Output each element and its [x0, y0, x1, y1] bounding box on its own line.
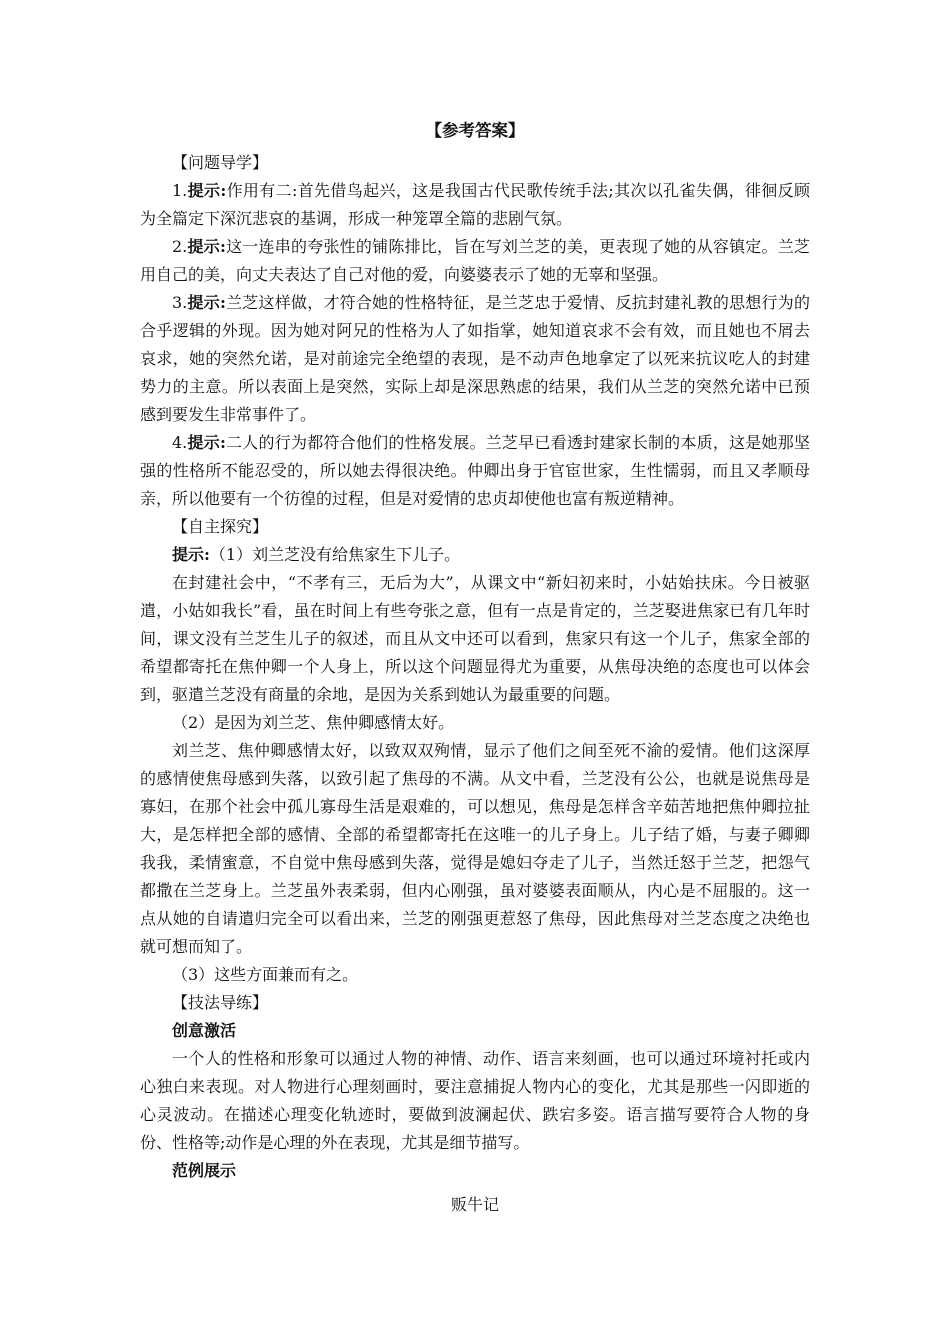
guide-item-4 — [140, 429, 810, 513]
document-content — [140, 117, 810, 1219]
item-text: 二人的行为都符合他们的性格发展。兰芝早已看透封建家长制的本质，这是她那坚强的性格所不能忍受的，所以她去得很决绝。仲卿出身于官宦世家，生性懦弱，而且又孝顺母亲，所以他要有一个彷徨的过程，但是对爱情的忠贞却使他也富有叛逆精神。 — [140, 433, 810, 508]
section-heading-inquiry: 【自主探究】 — [172, 517, 269, 536]
technique-paragraph: 一个人的性格和形象可以通过人物的神情、动作、语言来刻画，也可以通过环境衬托或内心独白来表现。对人物进行心理刻画时，要注意捕捉人物内心的变化，尤其是那些一闪即逝的心灵波动。在描述心理变化轨迹时，要做到波澜起伏、跌宕多姿。语言描写要符合人物的身份、性格等;动作是心理的外在表现，尤其是细节描写。 — [140, 1049, 810, 1152]
section-heading-guide: 【问题导学】 — [172, 153, 269, 172]
hint-label: 提示: — [172, 545, 210, 564]
story-title: 贩牛记 — [450, 1195, 499, 1214]
inquiry-paragraph-2: 刘兰芝、焦仲卿感情太好，以致双双殉情，显示了他们之间至死不渝的爱情。他们这深厚的感情使焦母感到失落，以致引起了焦母的不满。从文中看，兰芝没有公公，也就是说焦母是寡妇，在那个社会中孤儿寡母生活是艰难的，可以想见，焦母是怎样含辛茹苦地把焦仲卿拉扯大，是怎样把全部的感情、全部的希望都寄托在这唯一的儿子身上。儿子结了婚，与妻子卿卿我我，柔情蜜意，不自觉中焦母感到失落，觉得是媳妇夺走了儿子，当然迁怒于兰芝，把怨气都撒在兰芝身上。兰芝虽外表柔弱，但内心刚强，虽对婆婆表面顺从，内心是不屈服的。这一点从她的自请遣归完全可以看出来，兰芝的刚强更惹怒了焦母，因此焦母对兰芝态度之决绝也就可想而知了。 — [140, 741, 810, 956]
item-number: 1. — [172, 181, 188, 200]
item-text: 这一连串的夸张性的铺陈排比，旨在写刘兰芝的美，更表现了她的从容镇定。兰芝用自己的美，向丈夫表达了自己对他的爱，向婆婆表示了她的无辜和坚强。 — [140, 237, 810, 284]
item-text: 作用有二:首先借鸟起兴，这是我国古代民歌传统手法;其次以孔雀失偶，徘徊反顾为全篇定下深沉悲哀的基调，形成一种笼罩全篇的悲剧气氛。 — [140, 181, 810, 228]
item-number: 3. — [172, 293, 188, 312]
hint-label: 提示: — [187, 237, 226, 256]
subheading-creative: 创意激活 — [172, 1021, 237, 1040]
section-heading-technique: 【技法导练】 — [172, 993, 269, 1012]
hint-label: 提示: — [187, 293, 226, 312]
guide-item-3 — [140, 289, 810, 429]
item-number: 2. — [172, 237, 188, 256]
inquiry-point-2: （2）是因为刘兰芝、焦仲卿感情太好。 — [172, 713, 455, 732]
guide-item-1 — [140, 177, 810, 233]
hint-text: （1）刘兰芝没有给焦家生下儿子。 — [209, 545, 461, 564]
item-number: 4. — [172, 433, 188, 452]
item-text: 兰芝这样做，才符合她的性格特征，是兰芝忠于爱情、反抗封建礼教的思想行为的合乎逻辑的外现。因为她对阿兄的性格为人了如指掌，她知道哀求不会有效，而且她也不屑去哀求，她的突然允诺，是对前途完全绝望的表现，是不动声色地拿定了以死来抗议吃人的封建势力的主意。所以表面上是突然，实际上却是深思熟虑的结果，我们从兰芝的突然允诺中已预感到要发生非常事件了。 — [140, 293, 810, 424]
inquiry-paragraph-1: 在封建社会中，“不孝有三，无后为大”，从课文中“新妇初来时，小姑始扶床。今日被驱遣，小姑如我长”看，虽在时间上有些夸张之意，但有一点是肯定的，兰芝娶进焦家已有几年时间，课文没有兰芝生儿子的叙述，而且从文中还可以看到，焦家只有这一个儿子，焦家全部的希望都寄托在焦仲卿一个人身上，所以这个问题显得尤为重要，从焦母决绝的态度也可以体会到，驱遣兰芝没有商量的余地，是因为关系到她认为最重要的问题。 — [140, 573, 810, 704]
inquiry-hint — [140, 541, 810, 569]
hint-label: 提示: — [187, 433, 226, 452]
guide-item-2 — [140, 233, 810, 289]
hint-label: 提示: — [187, 181, 227, 200]
subheading-example: 范例展示 — [172, 1161, 237, 1180]
answer-title: 【参考答案】 — [425, 121, 525, 140]
inquiry-point-3: （3）这些方面兼而有之。 — [172, 965, 359, 984]
